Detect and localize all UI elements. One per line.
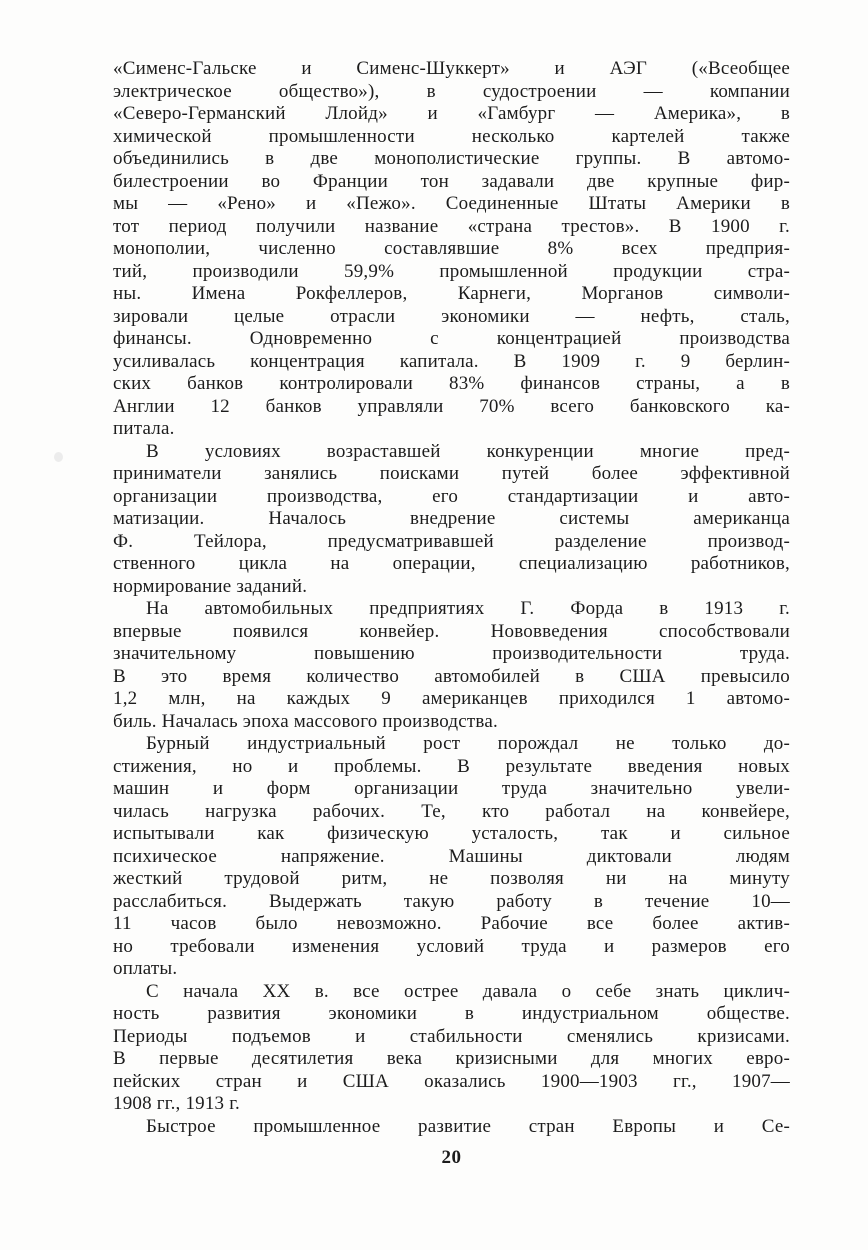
paragraph [113, 598, 790, 733]
text-line: зировали целые отрасли экономики — нефть, сталь, [113, 305, 790, 327]
text-line: питала. [113, 418, 175, 439]
text-line: «Северо-Германский Ллойд» и «Гамбург — Америка», в [113, 103, 790, 124]
text-line: В условиях возраставшей конкуренции многие пред- [146, 440, 790, 462]
text-line: матизации. Началось внедрение системы американца [113, 508, 790, 529]
text-line: но требовали изменения условий труда и размеров его [113, 935, 790, 957]
text-line: пейских стран и США оказались 1900—1903 гг., 1907— [113, 1070, 790, 1092]
text-line: химической промышленности несколько картелей также [113, 125, 790, 147]
text-line: С начала XX в. все острее давала о себе знать циклич- [146, 980, 790, 1002]
text-line: ских банков контролировали 83% финансов страны, а в [113, 373, 790, 394]
text-line: тий, производили 59,9% промышленной продукции стра- [113, 260, 790, 282]
paragraph [113, 1116, 790, 1139]
text-line: монополии, численно составлявшие 8% всех предприя- [113, 238, 790, 259]
paragraph [113, 58, 790, 441]
text-line: объединились в две монополистические группы. В автомо- [113, 148, 790, 169]
text-line: мы — «Рено» и «Пежо». Соединенные Штаты Америки в [113, 193, 790, 214]
text-line: усиливалась концентрация капитала. В 1909 г. 9 берлин- [113, 350, 790, 372]
text-line: В первые десятилетия века кризисными для многих евро- [113, 1048, 790, 1069]
text-line: биль. Началась эпоха массового производства. [113, 710, 498, 732]
text-line: 1908 гг., 1913 г. [113, 1093, 240, 1114]
paragraph [113, 733, 790, 981]
page-number: 20 [441, 1147, 462, 1168]
text-line: жесткий трудовой ритм, не позволяя ни на минуту [113, 868, 790, 889]
paragraph [113, 441, 790, 599]
text-line: 11 часов было невозможно. Рабочие все более актив- [113, 913, 790, 934]
text-line: психическое напряжение. Машины диктовали людям [113, 845, 790, 867]
scan-artifact-dot [54, 452, 63, 462]
text-line: В это время количество автомобилей в США превысило [113, 665, 790, 687]
text-line: финансы. Одновременно с концентрацией производства [113, 328, 790, 349]
text-line: «Сименс-Гальске и Сименс-Шуккерт» и АЭГ («Всеобщее [113, 58, 790, 79]
text-line: электрическое общество»), в судостроении — компании [113, 80, 790, 102]
text-line: чилась нагрузка рабочих. Те, кто работал на конвейере, [113, 800, 790, 822]
text-block [113, 58, 790, 1169]
text-line: расслабиться. Выдержать такую работу в течение 10— [113, 890, 790, 912]
text-line: приниматели занялись поисками путей более эффективной [113, 463, 790, 484]
text-line: На автомобильных предприятиях Г. Форда в 1913 г. [146, 598, 790, 619]
text-line: Англии 12 банков управляли 70% всего банковского ка- [113, 395, 790, 417]
text-line: Быстрое промышленное развитие стран Европы и Се- [146, 1115, 790, 1137]
text-line: машин и форм организации труда значительно увели- [113, 778, 790, 799]
text-line: испытывали как физическую усталость, так и сильное [113, 823, 790, 844]
text-line: Периоды подъемов и стабильности сменялись кризисами. [113, 1025, 790, 1047]
text-line: значительному повышению производительности труда. [113, 643, 790, 664]
text-line: впервые появился конвейер. Нововведения способствовали [113, 620, 790, 642]
text-line: тот период получили название «страна трестов». В 1900 г. [113, 215, 790, 237]
text-line: стижения, но и проблемы. В результате введения новых [113, 755, 790, 777]
text-line: Ф. Тейлора, предусматривавшей разделение производ- [113, 530, 790, 552]
text-line: 1,2 млн, на каждых 9 американцев приходился 1 автомо- [113, 688, 790, 709]
text-line: ность развития экономики в индустриальном обществе. [113, 1003, 790, 1024]
text-line: Бурный индустриальный рост порождал не только до- [146, 733, 790, 754]
paragraph [113, 981, 790, 1116]
text-line: билестроении во Франции тон задавали две крупные фир- [113, 170, 790, 192]
text-line: ны. Имена Рокфеллеров, Карнеги, Морганов символи- [113, 283, 790, 304]
text-line: оплаты. [113, 958, 178, 979]
text-line: нормирование заданий. [113, 575, 308, 597]
text-line: организации производства, его стандартизации и авто- [113, 485, 790, 507]
text-line: ственного цикла на операции, специализацию работников, [113, 553, 790, 574]
